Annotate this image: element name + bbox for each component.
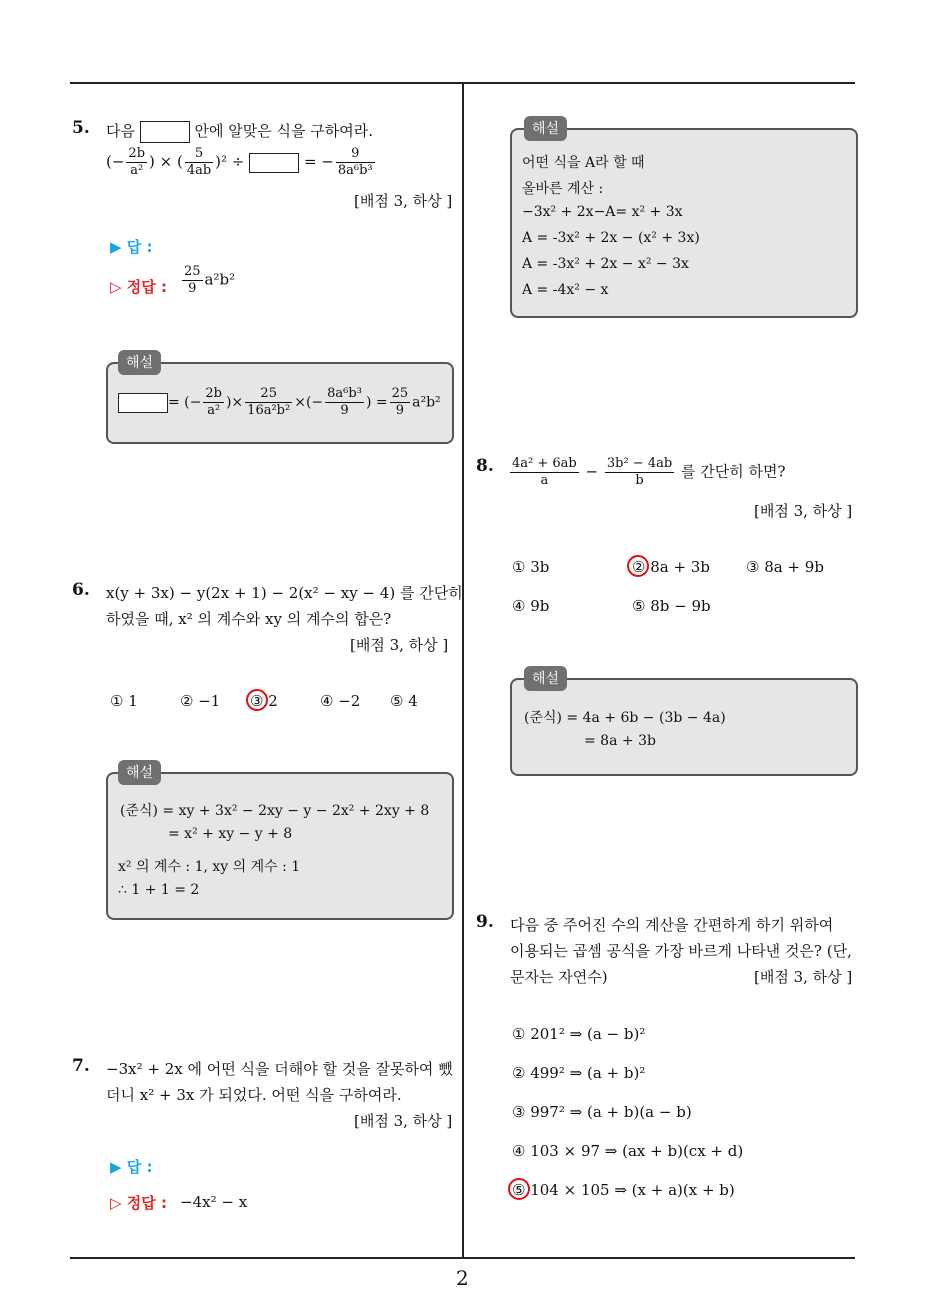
q5-correct-tail: a²b² bbox=[204, 270, 236, 289]
q5-sol-frac-3-den: 9 bbox=[340, 403, 349, 418]
q5-frac-2-num: 5 bbox=[185, 146, 213, 163]
q7-line-2: 더니 x² + 3x 가 되었다. 어떤 식을 구하여라. bbox=[106, 1086, 402, 1104]
q9-option-2[interactable]: ② 499² ⇒ (a + b)² bbox=[512, 1064, 646, 1082]
q5-frac-2 bbox=[185, 146, 213, 179]
q5-sol-frac-1-num: 2b bbox=[205, 386, 222, 401]
q8-solution-box bbox=[510, 678, 858, 776]
q5-solution-tag: 해설 bbox=[118, 350, 161, 375]
q5-frac-3 bbox=[336, 146, 375, 179]
q5-meta: [배점 3, 하상 ] bbox=[354, 192, 453, 210]
q5-prompt bbox=[106, 120, 373, 143]
q8-solution-line-1: (준식) = 4a + 6b − (3b − 4a) bbox=[524, 710, 726, 726]
bottom-rule bbox=[70, 1257, 855, 1259]
q5-text-after: 안에 알맞은 식을 구하여라. bbox=[194, 122, 374, 140]
q5-expr-start: (− bbox=[106, 152, 125, 171]
q5-expr-mid2: )² ÷ bbox=[215, 152, 245, 171]
q5-sol-frac-4 bbox=[390, 386, 411, 419]
q5-sol-e: a²b² bbox=[412, 394, 441, 411]
q6-line-2: 하였을 때, x² 의 계수와 xy 의 계수의 합은? bbox=[106, 610, 392, 628]
q5-sol-b: )× bbox=[225, 394, 244, 411]
q7-line-1: −3x² + 2x 에 어떤 식을 더해야 할 것을 잘못하여 뺐 bbox=[106, 1060, 453, 1078]
q5-sol-c: ×(− bbox=[294, 394, 324, 411]
q5-expr-blank bbox=[249, 153, 299, 173]
q5-correct-frac bbox=[182, 264, 203, 297]
q8-frac-2 bbox=[605, 456, 674, 489]
q6-solution-line-4: ∴ 1 + 1 = 2 bbox=[118, 882, 200, 898]
q5-sol-frac-4-den: 9 bbox=[395, 403, 404, 418]
q7-answer-label: ▶ 답 : bbox=[110, 1158, 153, 1176]
q7-number: 7. bbox=[72, 1056, 90, 1076]
q8-number: 8. bbox=[476, 456, 494, 476]
q7-solution-tag: 해설 bbox=[524, 116, 567, 141]
column-divider bbox=[462, 84, 464, 1259]
q5-sol-frac-2-num: 25 bbox=[245, 386, 292, 403]
q8-solution-line-2: = 8a + 3b bbox=[584, 733, 656, 749]
q9-option-5[interactable]: ⑤ 104 × 105 ⇒ (x + a)(x + b) bbox=[512, 1181, 735, 1199]
page-number: 2 bbox=[456, 1266, 469, 1290]
q6-option-3[interactable]: ③ 2 bbox=[250, 692, 278, 710]
q9-option-3[interactable]: ③ 997² ⇒ (a + b)(a − b) bbox=[512, 1103, 692, 1121]
q8-option-4[interactable]: ④ 9b bbox=[512, 597, 550, 615]
q8-tail: 를 간단히 하면? bbox=[680, 462, 786, 481]
q8-frac-1-num: 4a² + 6ab bbox=[512, 456, 577, 471]
q5-frac-1-num: 2b bbox=[128, 146, 146, 161]
q7-correct-label: ▷ 정답 : bbox=[110, 1194, 167, 1212]
q7-solution-line-4: A = -3x² + 2x − (x² + 3x) bbox=[522, 230, 700, 246]
q5-correct-value bbox=[180, 264, 235, 297]
q6-option-2[interactable]: ② −1 bbox=[180, 692, 221, 710]
q7-solution-line-1: 어떤 식을 A라 할 때 bbox=[522, 155, 645, 171]
q5-expr-mid3: = − bbox=[303, 152, 334, 171]
q7-solution-line-6: A = -4x² − x bbox=[522, 282, 609, 298]
q7-solution-line-5: A = -3x² + 2x − x² − 3x bbox=[522, 256, 689, 272]
q8-option-1[interactable]: ① 3b bbox=[512, 558, 550, 576]
q7-solution-line-2: 올바른 계산 : bbox=[522, 181, 604, 197]
q6-line-1: x(y + 3x) − y(2x + 1) − 2(x² − xy − 4) 를 간단히 bbox=[106, 584, 463, 602]
q5-blank bbox=[140, 121, 190, 143]
q5-answer-label: ▶ 답 : bbox=[110, 238, 153, 256]
q5-sol-frac-4-num: 25 bbox=[391, 386, 409, 401]
q5-correct-num: 25 bbox=[184, 264, 201, 279]
q6-selected-circle bbox=[246, 689, 268, 711]
q5-sol-frac-1 bbox=[203, 386, 224, 419]
q5-sol-frac-3 bbox=[325, 386, 364, 419]
q8-frac-1 bbox=[510, 456, 579, 489]
q6-solution-line-3: x² 의 계수 : 1, xy 의 계수 : 1 bbox=[118, 859, 301, 875]
q9-meta: [배점 3, 하상 ] bbox=[754, 968, 853, 986]
q5-sol-frac-3-num: 8a⁶b³ bbox=[327, 386, 362, 401]
q8-minus: − bbox=[585, 462, 599, 481]
q9-option-1[interactable]: ① 201² ⇒ (a − b)² bbox=[512, 1025, 646, 1043]
q6-meta: [배점 3, 하상 ] bbox=[350, 636, 449, 654]
q6-solution-line-1: (준식) = xy + 3x² − 2xy − y − 2x² + 2xy + 8 bbox=[120, 803, 430, 819]
q8-frac-1-den: a bbox=[540, 473, 549, 488]
q9-option-4[interactable]: ④ 103 × 97 ⇒ (ax + b)(cx + d) bbox=[512, 1142, 744, 1160]
q9-line-1: 다음 중 주어진 수의 계산을 간편하게 하기 위하여 bbox=[510, 916, 834, 934]
q9-number: 9. bbox=[476, 912, 494, 932]
q5-sol-a: = (− bbox=[168, 394, 202, 411]
q5-sol-frac-2 bbox=[245, 386, 292, 419]
q5-correct-den: 9 bbox=[188, 281, 197, 296]
q5-solution-blank bbox=[118, 393, 168, 413]
q6-option-5[interactable]: ⑤ 4 bbox=[390, 692, 418, 710]
q7-solution-line-3: −3x² + 2x−A= x² + 3x bbox=[522, 204, 683, 220]
q8-meta: [배점 3, 하상 ] bbox=[754, 502, 853, 520]
q5-frac-3-num: 9 bbox=[336, 146, 375, 163]
q8-expression bbox=[508, 456, 786, 489]
q5-solution-line bbox=[118, 386, 441, 419]
q5-frac-2-den: 4ab bbox=[186, 163, 212, 178]
q8-option-3[interactable]: ③ 8a + 9b bbox=[746, 558, 824, 576]
q5-sol-frac-2-den: 16a²b² bbox=[247, 403, 291, 418]
q5-sol-frac-1-den: a² bbox=[207, 403, 221, 418]
q8-option-5[interactable]: ⑤ 8b − 9b bbox=[632, 597, 711, 615]
q6-number: 6. bbox=[72, 580, 90, 600]
q5-expr-mid1: ) × ( bbox=[149, 152, 183, 171]
q5-correct-label: ▷ 정답 : bbox=[110, 278, 167, 296]
q5-frac-1-den: a² bbox=[130, 163, 144, 178]
q6-solution-tag: 해설 bbox=[118, 760, 161, 785]
q5-sol-d: ) = bbox=[365, 394, 388, 411]
q5-frac-1 bbox=[126, 146, 147, 179]
q8-frac-2-den: b bbox=[635, 473, 644, 488]
q8-selected-circle bbox=[627, 555, 649, 577]
q8-frac-2-num: 3b² − 4ab bbox=[606, 456, 673, 471]
q5-expression bbox=[106, 146, 377, 179]
q6-option-4[interactable]: ④ −2 bbox=[320, 692, 361, 710]
q5-number: 5. bbox=[72, 118, 90, 138]
q9-line-2: 이용되는 곱셈 공식을 가장 바르게 나타낸 것은? (단, bbox=[510, 942, 852, 960]
q8-solution-tag: 해설 bbox=[524, 666, 567, 691]
q7-correct-value: −4x² − x bbox=[180, 1193, 248, 1211]
q6-solution-line-2: = x² + xy − y + 8 bbox=[168, 826, 293, 842]
q6-option-1[interactable]: ① 1 bbox=[110, 692, 138, 710]
q9-line-3: 문자는 자연수) bbox=[510, 968, 608, 986]
q7-meta: [배점 3, 하상 ] bbox=[354, 1112, 453, 1130]
q9-selected-circle bbox=[508, 1178, 530, 1200]
q8-option-2[interactable]: ② 8a + 3b bbox=[632, 558, 710, 576]
q5-frac-3-den: 8a⁶b³ bbox=[337, 163, 373, 178]
q5-text-before: 다음 bbox=[106, 122, 135, 140]
